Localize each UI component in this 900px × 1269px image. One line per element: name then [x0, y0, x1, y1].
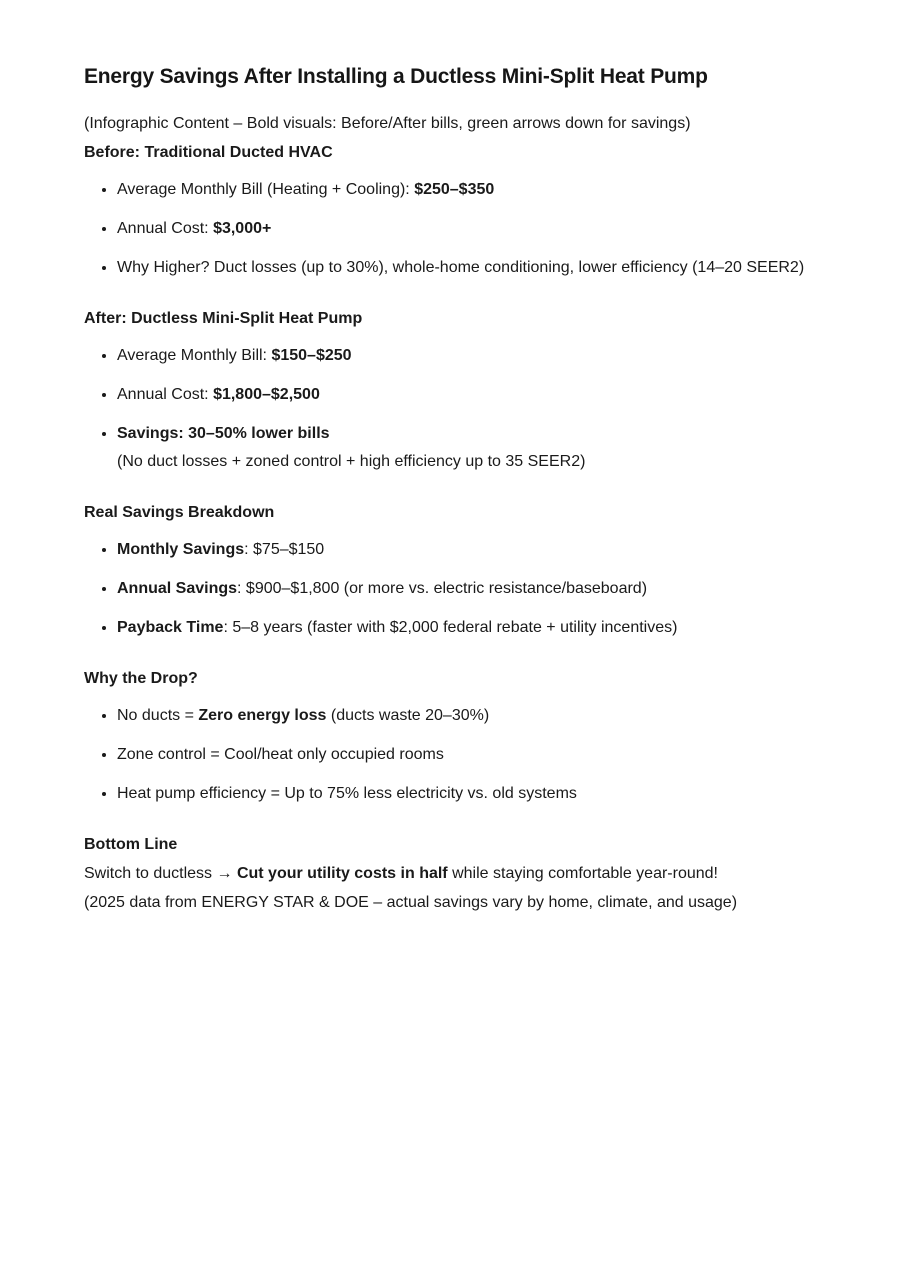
list-item	[117, 779, 816, 808]
list-item-savings	[117, 419, 816, 476]
item-value: $1,800–$2,500	[213, 386, 320, 404]
bottom-line-heading: Bottom Line	[84, 836, 178, 854]
item-bold: Zero energy loss	[198, 707, 327, 725]
breakdown-section-heading: Real Savings Breakdown	[84, 504, 275, 522]
item-rest: : 5–8 years (faster with $2,000 federal rebate + utility incentives)	[223, 619, 678, 637]
item-value: $3,000+	[213, 220, 272, 238]
savings-bold-line: • Savings: 30–50% lower bills	[117, 425, 330, 443]
bottom-prefix: Switch to ductless →	[84, 865, 237, 883]
before-list	[84, 175, 816, 282]
list-item	[117, 701, 816, 730]
item-prefix: Heat pump efficiency = Up to 75% less electricity vs. old systems	[117, 785, 577, 803]
why-drop-section-heading: Why the Drop?	[84, 670, 198, 688]
item-prefix: Zone control = Cool/heat only occupied rooms	[117, 746, 444, 764]
infographic-note: (Infographic Content – Bold visuals: Before/After bills, green arrows down for savings)	[84, 115, 691, 133]
bottom-bold: Cut your utility costs in half	[236, 865, 448, 883]
item-label: Annual Cost:	[117, 386, 214, 404]
page-title: Energy Savings After Installing a Ductless Mini-Split Heat Pump	[84, 65, 708, 88]
list-item	[117, 740, 816, 769]
bottom-source-note: (2025 data from ENERGY STAR & DOE – actual savings vary by home, climate, and usage)	[84, 894, 738, 912]
why-drop-list	[84, 701, 816, 808]
list-item	[117, 175, 816, 204]
intro-paragraph	[84, 109, 816, 167]
item-prefix: No ducts =	[117, 707, 199, 725]
item-label: Average Monthly Bill:	[117, 347, 272, 365]
list-item	[117, 574, 816, 603]
item-rest: : $75–$150	[244, 541, 325, 559]
bottom-line-paragraph	[84, 830, 816, 917]
item-label: Average Monthly Bill (Heating + Cooling):	[117, 181, 415, 199]
item-term: Annual Savings	[117, 580, 238, 598]
after-section-heading: After: Ductless Mini-Split Heat Pump	[84, 310, 363, 328]
list-item	[117, 535, 816, 564]
item-term: Payback Time	[117, 619, 224, 637]
before-section-heading: Before: Traditional Ducted HVAC	[84, 144, 333, 162]
item-rest: : $900–$1,800 (or more vs. electric resistance/baseboard)	[237, 580, 648, 598]
item-label: Why Higher? Duct losses (up to 30%), whole-home conditioning, lower efficiency (14–20 SEER2)	[117, 259, 805, 277]
bottom-line-text	[84, 859, 816, 888]
item-label: Annual Cost:	[117, 220, 214, 238]
list-item	[117, 253, 816, 282]
item-value: $150–$250	[271, 347, 352, 365]
list-item	[117, 341, 816, 370]
item-suffix: (ducts waste 20–30%)	[326, 707, 490, 725]
list-item	[117, 380, 816, 409]
list-item	[117, 613, 816, 642]
after-list	[84, 341, 816, 476]
bottom-suffix: while staying comfortable year-round!	[447, 865, 718, 883]
list-item	[117, 214, 816, 243]
item-term: Monthly Savings	[117, 541, 245, 559]
item-value: $250–$350	[414, 181, 495, 199]
breakdown-list	[84, 535, 816, 642]
savings-note-line: (No duct losses + zoned control + high efficiency up to 35 SEER2)	[117, 453, 586, 471]
